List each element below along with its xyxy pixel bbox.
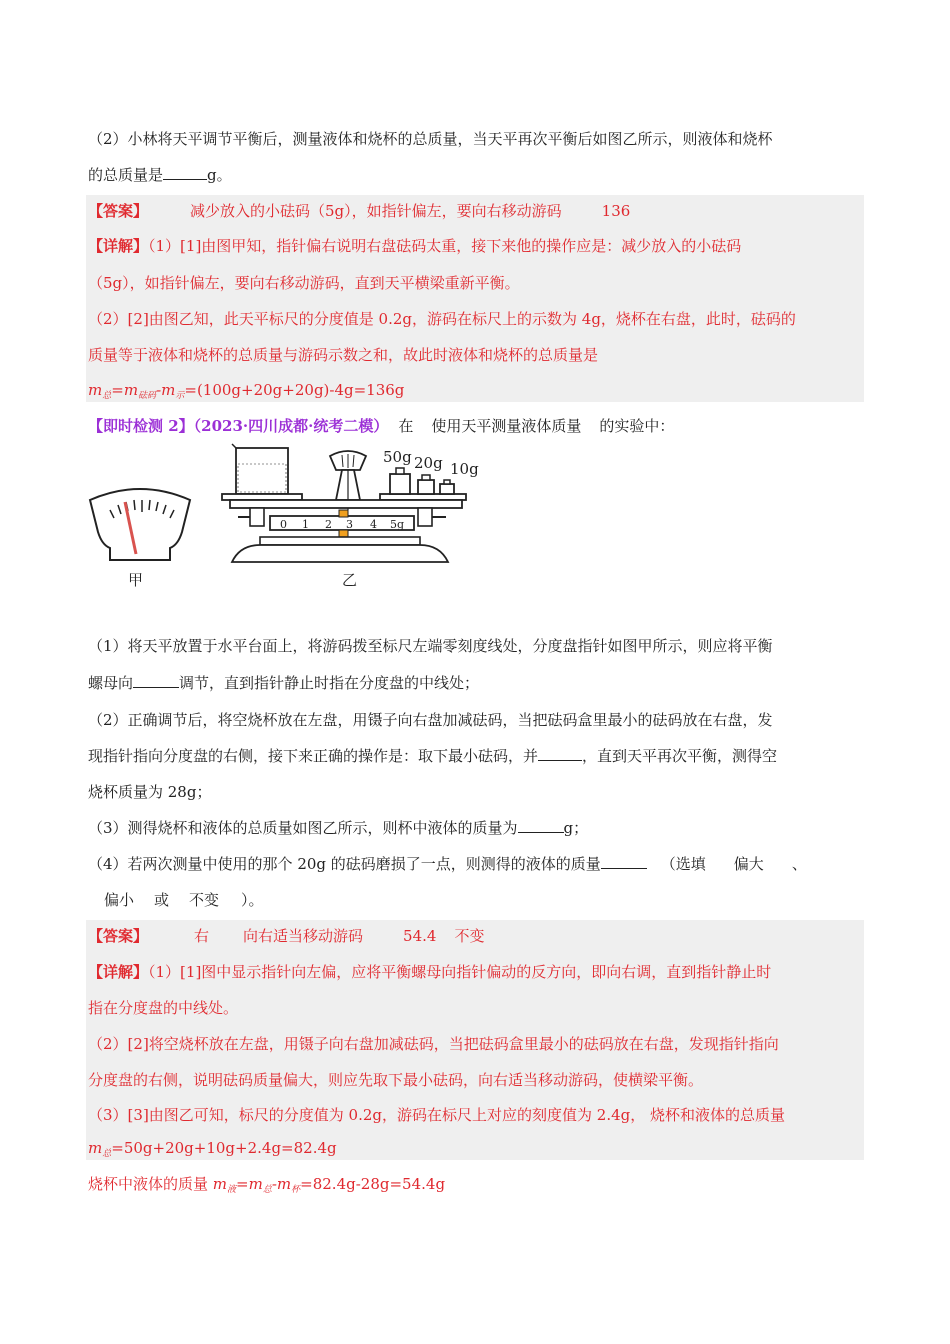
- quick-check-source: （2023·四川成都·统考二模）: [193, 417, 389, 435]
- detail-2-line-2: 指在分度盘的中线处。: [88, 999, 239, 1017]
- formula-symbol: m: [88, 1139, 103, 1157]
- answer-2-part-1: 右: [194, 927, 210, 945]
- detail-1-formula: [88, 380, 404, 403]
- answer-blank: [133, 673, 179, 688]
- weight-label-10g: 10g: [450, 460, 479, 478]
- detail-1-line-1: [88, 236, 741, 256]
- q4-option-1: 偏大: [733, 855, 764, 873]
- answer-blank: [518, 818, 564, 833]
- q4-option-or: 或: [154, 891, 170, 909]
- answer-2-part-2: 向右适当移动游码: [243, 927, 364, 945]
- label-jia: 甲: [128, 571, 144, 589]
- question-2-line-2: [88, 165, 232, 185]
- q2-text-post: ，直到天平再次平衡，测得空: [582, 747, 778, 765]
- q4-line-1: [88, 854, 807, 874]
- scale-tick-3: 3: [346, 518, 353, 531]
- q4-line-2: [104, 890, 264, 910]
- detail-2-formula-2: [88, 1174, 445, 1197]
- scale-tick-2: 2: [325, 518, 332, 531]
- q3-unit: g；: [563, 819, 589, 837]
- dial-plate-figure: [90, 489, 190, 560]
- detail-2-line-3: （2）[2]将空烧杯放在左盘，用镊子向右盘加减砝码，当把砝码盒里最小的砝码放在右盘，发现指针指向: [88, 1035, 779, 1053]
- scale-tick-5g: 5g: [390, 518, 405, 531]
- unit-text: g。: [207, 166, 232, 184]
- formula-label: 烧杯中液体的质量: [88, 1175, 213, 1193]
- q2-line-1: （2）正确调节后，将空烧杯放在左盘，用镊子向右盘加减砝码，当把砝码盒里最小的砝码放在右盘，发: [88, 711, 773, 729]
- detail-tag: 【详解】: [88, 237, 149, 255]
- q3-line: [88, 818, 588, 838]
- answer-tag: 【答案】: [88, 202, 149, 220]
- q4-option-prefix: （选填: [660, 855, 706, 873]
- formula-symbol: -m: [156, 381, 176, 399]
- formula-subscript: 液: [227, 1185, 237, 1195]
- detail-2-line-4: 分度盘的右侧，说明砝码质量偏大，则应先取下最小砝码，向右适当移动游码，使横梁平衡。: [88, 1071, 704, 1089]
- weight-label-20g: 20g: [414, 454, 443, 472]
- q2-line-3: 烧杯质量为 28g；: [88, 783, 212, 801]
- quick-check-2-header: [88, 416, 674, 436]
- q4-option-3: 不变: [189, 891, 220, 909]
- formula-subscript: 总: [102, 391, 112, 401]
- answer-1-part-1: 减少放入的小砝码（5g），如指针偏左，要向右移动游码: [190, 202, 562, 220]
- answer-blank: [538, 746, 582, 761]
- scale-tick-0: 0: [280, 518, 287, 531]
- q4-text: （4）若两次测量中使用的那个 20g 的砝码磨损了一点，则测得的液体的质量: [88, 855, 601, 873]
- detail-2-formula-1: [88, 1138, 337, 1161]
- formula-symbol: -m: [271, 1175, 292, 1193]
- intro-text-c: 的实验中：: [599, 417, 675, 435]
- detail-2-text-1: （1）[1]图中显示指针向左偏，应将平衡螺母向指针偏动的反方向，即向右调，直到指针静止时: [148, 963, 772, 981]
- answer-1-part-2: 136: [601, 202, 631, 220]
- answer-2-part-4: 不变: [454, 927, 485, 945]
- question-2-text: 的总质量是: [88, 166, 164, 184]
- formula-subscript: 总: [262, 1185, 272, 1195]
- q1-line-1: （1）将天平放置于水平台面上，将游码拨至标尺左端零刻度线处，分度盘指针如图甲所示，则应将平衡: [88, 637, 773, 655]
- answer-2-line: [88, 926, 484, 946]
- detail-tag: 【详解】: [88, 963, 149, 981]
- answer-1-line: [88, 201, 630, 221]
- balance-figure: [80, 440, 500, 590]
- q1-text: 螺母向: [88, 674, 134, 692]
- answer-blank: [163, 165, 207, 180]
- weight-label-50g: 50g: [383, 448, 412, 466]
- formula-subscript: 总: [102, 1149, 112, 1159]
- formula-symbol: =m: [236, 1175, 263, 1193]
- formula-value: =50g+20g+10g+2.4g=82.4g: [111, 1139, 337, 1157]
- q4-option-end: ）。: [241, 891, 264, 909]
- q4-option-sep: 、: [791, 855, 807, 873]
- detail-1-line-3: （2）[2]由图乙知，此天平标尺的分度值是 0.2g，游码在标尺上的示数为 4g，烧杯在右盘，此时，砝码的: [88, 310, 796, 328]
- detail-1-text-1: （1）[1]由图甲知，指针偏右说明右盘砝码太重，接下来他的操作应是：减少放入的小砝码: [148, 237, 742, 255]
- q2-line-2: [88, 746, 777, 766]
- quick-check-tag: 【即时检测 2】: [88, 417, 194, 435]
- detail-2-line-1: [88, 962, 771, 982]
- q4-option-2: 偏小: [104, 891, 135, 909]
- detail-1-line-4: 质量等于液体和烧杯的总质量与游码示数之和，故此时液体和烧杯的总质量是: [88, 346, 599, 364]
- formula-subscript: 砝码: [138, 391, 157, 401]
- answer-block-1: [86, 195, 864, 402]
- question-2-line-1: （2）小林将天平调节平衡后，测量液体和烧杯的总质量，当天平再次平衡后如图乙所示，则液体和烧杯: [88, 130, 773, 148]
- formula-symbol: m: [212, 1175, 228, 1193]
- label-yi: 乙: [342, 571, 358, 589]
- scale-tick-4: 4: [370, 518, 377, 531]
- q2-text: 现指针指向分度盘的右侧，接下来正确的操作是：取下最小砝码，并: [88, 747, 539, 765]
- formula-value: =(100g+20g+20g)-4g=136g: [184, 381, 405, 399]
- intro-text-a: 在: [398, 417, 414, 435]
- detail-1-line-2: （5g），如指针偏左，要向右移动游码，直到天平横梁重新平衡。: [88, 274, 520, 292]
- formula-symbol: m: [88, 381, 103, 399]
- formula-subscript: 杯: [291, 1185, 301, 1195]
- formula-value: =82.4g-28g=54.4g: [300, 1175, 446, 1193]
- q1-text-post: 调节，直到指针静止时指在分度盘的中线处；: [179, 674, 480, 692]
- formula-subscript: 示: [175, 391, 185, 401]
- formula-symbol: =m: [111, 381, 139, 399]
- q3-text: （3）测得烧杯和液体的总质量如图乙所示，则杯中液体的质量为: [88, 819, 518, 837]
- scale-tick-1: 1: [302, 518, 309, 531]
- q1-line-2: [88, 673, 479, 693]
- answer-blank: [601, 854, 647, 869]
- detail-2-line-5: （3）[3]由图乙可知，标尺的分度值为 0.2g，游码在标尺上对应的刻度值为 2.4g， 烧杯和液体的总质量: [88, 1106, 786, 1124]
- intro-text-b: 使用天平测量液体质量: [431, 417, 582, 435]
- answer-2-part-3: 54.4: [403, 927, 437, 945]
- answer-tag: 【答案】: [88, 927, 149, 945]
